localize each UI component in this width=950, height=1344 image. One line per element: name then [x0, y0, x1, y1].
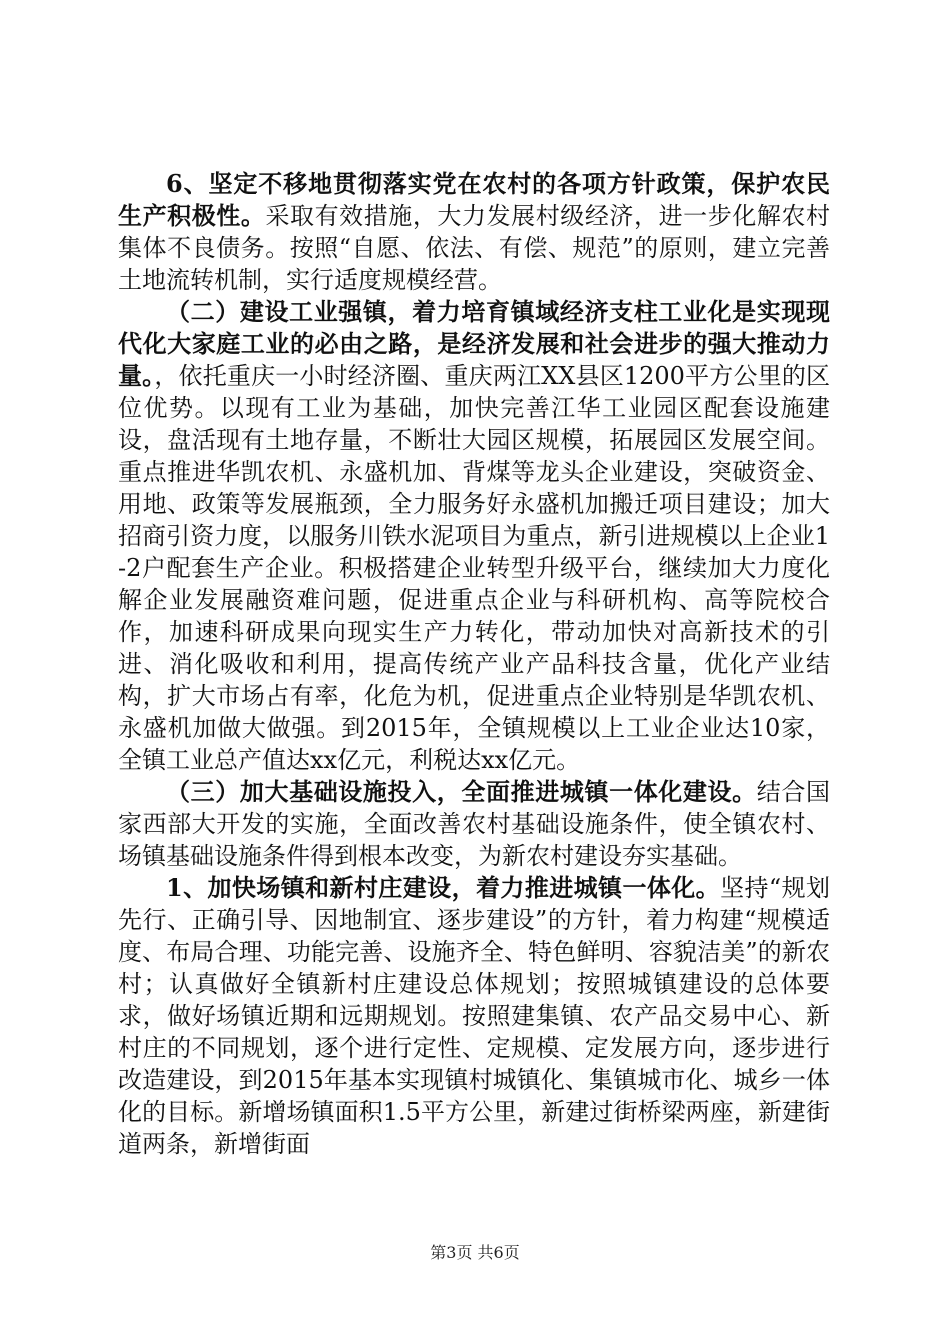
paragraph-heading: 6、坚定不移地贯彻落实党在农村的各项方针政策，保护农民生产积极性。	[118, 169, 830, 230]
page-number-footer: 第3页 共6页	[430, 1243, 520, 1262]
paragraph-infrastructure	[118, 776, 830, 872]
paragraph-town-construction	[118, 872, 830, 1160]
paragraph-policy	[118, 168, 830, 296]
document-body	[118, 168, 830, 1160]
paragraph-text: 坚持“规划先行、正确引导、因地制宜、逐步建设”的方针，着力构建“规模适度、布局合理、功能完善、设施齐全、特色鲜明、容貌洁美”的新农村；认真做好全镇新村庄建设总体规划；按照城镇建设的总体要求，做好场镇近期和远期规划。按照建集镇、农产品交易中心、新村庄的不同规划，逐个进行定性、定规模、定发展方向，逐步进行改造建设，到2015年基本实现镇村城镇化、集镇城市化、城乡一体化的目标。新增场镇面积1.5平方公里，新建过街桥梁两座，新建街道两条，新增街面	[118, 874, 830, 1158]
paragraph-heading: （三）加大基础设施投入，全面推进城镇一体化建设。	[166, 777, 757, 806]
paragraph-industry	[118, 296, 830, 776]
paragraph-heading: （二）建设工业强镇，着力培育镇域经济支柱工业化是实现现代化大家庭工业的必由之路，是经济发展和社会进步的强大推动力量。	[118, 297, 830, 390]
paragraph-heading: 1、加快场镇和新村庄建设，着力推进城镇一体化。	[166, 873, 721, 902]
paragraph-text: 结合国家西部大开发的实施，全面改善农村基础设施条件，使全镇农村、场镇基础设施条件得到根本改变，为新农村建设夯实基础。	[118, 778, 831, 870]
paragraph-text: ，依托重庆一小时经济圈、重庆两江XX县区1200平方公里的区位优势。以现有工业为基础，加快完善江华工业园区配套设施建设，盘活现有土地存量，不断壮大园区规模，拓展园区发展空间。重点推进华凯农机、永盛机加、背煤等龙头企业建设，突破资金、用地、政策等发展瓶颈，全力服务好永盛机加搬迁项目建设；加大招商引资力度，以服务川铁水泥项目为重点，新引进规模以上企业1-2户配套生产企业。积极搭建企业转型升级平台，继续加大力度化解企业发展融资难问题，促进重点企业与科研机构、高等院校合作，加速科研成果向现实生产力转化，带动加快对高新技术的引进、消化吸收和利用，提高传统产业产品科技含量，优化产业结构，扩大市场占有率，化危为机，促进重点企业特别是华凯农机、永盛机加做大做强。到2015年，全镇规模以上工业企业达10家，全镇工业总产值达xx亿元，利税达xx亿元。	[118, 362, 831, 774]
paragraph-text: 采取有效措施，大力发展村级经济，进一步化解农村集体不良债务。按照“自愿、依法、有偿、规范”的原则，建立完善土地流转机制，实行适度规模经营。	[118, 202, 831, 294]
